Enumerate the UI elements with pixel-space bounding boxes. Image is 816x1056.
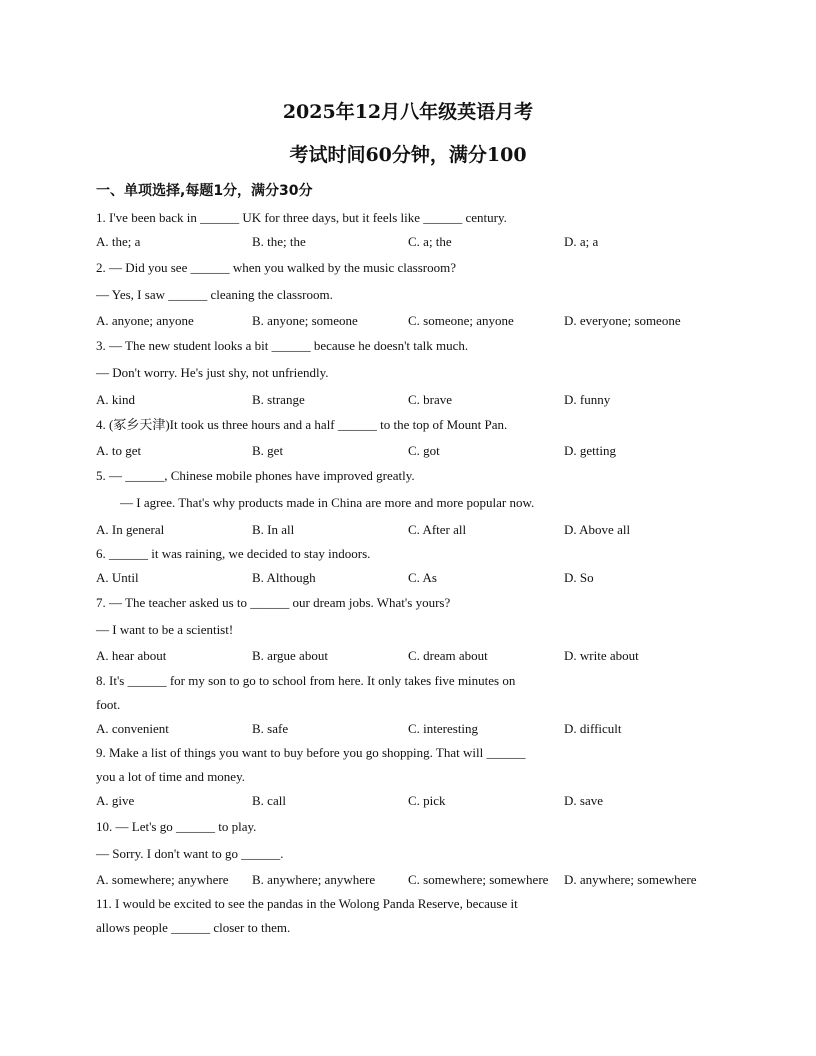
- question-stem: 2. — Did you see ______ when you walked by the music classroom?: [96, 260, 456, 275]
- option-b: B. anywhere; anywhere: [252, 872, 376, 887]
- question-stem: 1. I've been back in ______ UK for three days, but it feels like ______ century.: [96, 210, 507, 225]
- option-b: B. Although: [252, 570, 316, 585]
- option-a: A. give: [96, 793, 135, 808]
- option-d: D. getting: [564, 443, 616, 458]
- question-stem: 8. It's ______ for my son to go to school from here. It only takes five minutes on: [96, 673, 516, 688]
- option-b: B. In all: [252, 522, 295, 537]
- option-b: B. anyone; someone: [252, 313, 358, 328]
- question-stem: 9. Make a list of things you want to buy before you go shopping. That will ______: [96, 745, 526, 760]
- option-b: B. argue about: [252, 648, 328, 663]
- option-b: B. the; the: [252, 234, 306, 249]
- question-stem: 6. ______ it was raining, we decided to stay indoors.: [96, 546, 371, 561]
- option-c: C. dream about: [408, 648, 488, 663]
- option-d: D. Above all: [564, 522, 631, 537]
- question-stem: 4. (冢乡天津)It took us three hours and a half ______ to the top of Mount Pan.: [96, 417, 508, 432]
- question-stem-line: — Don't worry. He's just shy, not unfriendly.: [96, 365, 329, 380]
- option-a: A. hear about: [96, 648, 167, 663]
- option-b: B. safe: [252, 721, 289, 736]
- option-b: B. strange: [252, 392, 305, 407]
- option-c: C. got: [408, 443, 440, 458]
- option-d: D. difficult: [564, 721, 622, 736]
- question-stem: 5. — ______, Chinese mobile phones have improved greatly.: [96, 468, 415, 483]
- option-d: D. save: [564, 793, 603, 808]
- option-a: A. to get: [96, 443, 142, 458]
- page-subtitle: 考试时间60分钟，满分100: [289, 144, 527, 166]
- option-d: D. funny: [564, 392, 611, 407]
- option-a: A. Until: [96, 570, 139, 585]
- option-c: C. somewhere; somewhere: [408, 872, 549, 887]
- option-a: A. convenient: [96, 721, 169, 736]
- option-c: C. brave: [408, 392, 453, 407]
- question-stem: 7. — The teacher asked us to ______ our dream jobs. What's yours?: [96, 595, 451, 610]
- question-stem: 10. — Let's go ______ to play.: [96, 819, 257, 834]
- option-a: A. anyone; anyone: [96, 313, 194, 328]
- option-d: D. everyone; someone: [564, 313, 681, 328]
- option-c: C. a; the: [408, 234, 452, 249]
- question-stem-line: — Sorry. I don't want to go ______.: [96, 846, 284, 861]
- option-a: A. In general: [96, 522, 165, 537]
- page-title: 2025年12月八年级英语月考: [282, 101, 534, 123]
- option-d: D. So: [564, 570, 594, 585]
- option-c: C. interesting: [408, 721, 479, 736]
- option-d: D. write about: [564, 648, 639, 663]
- option-c: C. someone; anyone: [408, 313, 514, 328]
- question-stem: 11. I would be excited to see the pandas in the Wolong Panda Reserve, because it: [96, 896, 518, 911]
- option-b: B. get: [252, 443, 284, 458]
- question-stem-line: foot.: [96, 697, 121, 712]
- option-a: A. somewhere; anywhere: [96, 872, 229, 887]
- question-stem: 3. — The new student looks a bit ______ because he doesn't talk much.: [96, 338, 469, 353]
- question-stem-line: — Yes, I saw ______ cleaning the classroom.: [96, 287, 333, 302]
- option-c: C. After all: [408, 522, 467, 537]
- option-a: A. kind: [96, 392, 135, 407]
- option-b: B. call: [252, 793, 286, 808]
- option-c: C. As: [408, 570, 437, 585]
- option-d: D. a; a: [564, 234, 599, 249]
- option-a: A. the; a: [96, 234, 141, 249]
- option-c: C. pick: [408, 793, 446, 808]
- section-heading: 一、单项选择,每题1分，满分30分: [96, 183, 313, 199]
- question-stem-line: you a lot of time and money.: [96, 769, 245, 784]
- option-d: D. anywhere; somewhere: [564, 872, 697, 887]
- question-stem-line: — I want to be a scientist!: [96, 622, 234, 637]
- question-stem-line: — I agree. That's why products made in China are more and more popular now.: [120, 495, 535, 510]
- question-stem-line: allows people ______ closer to them.: [96, 920, 291, 935]
